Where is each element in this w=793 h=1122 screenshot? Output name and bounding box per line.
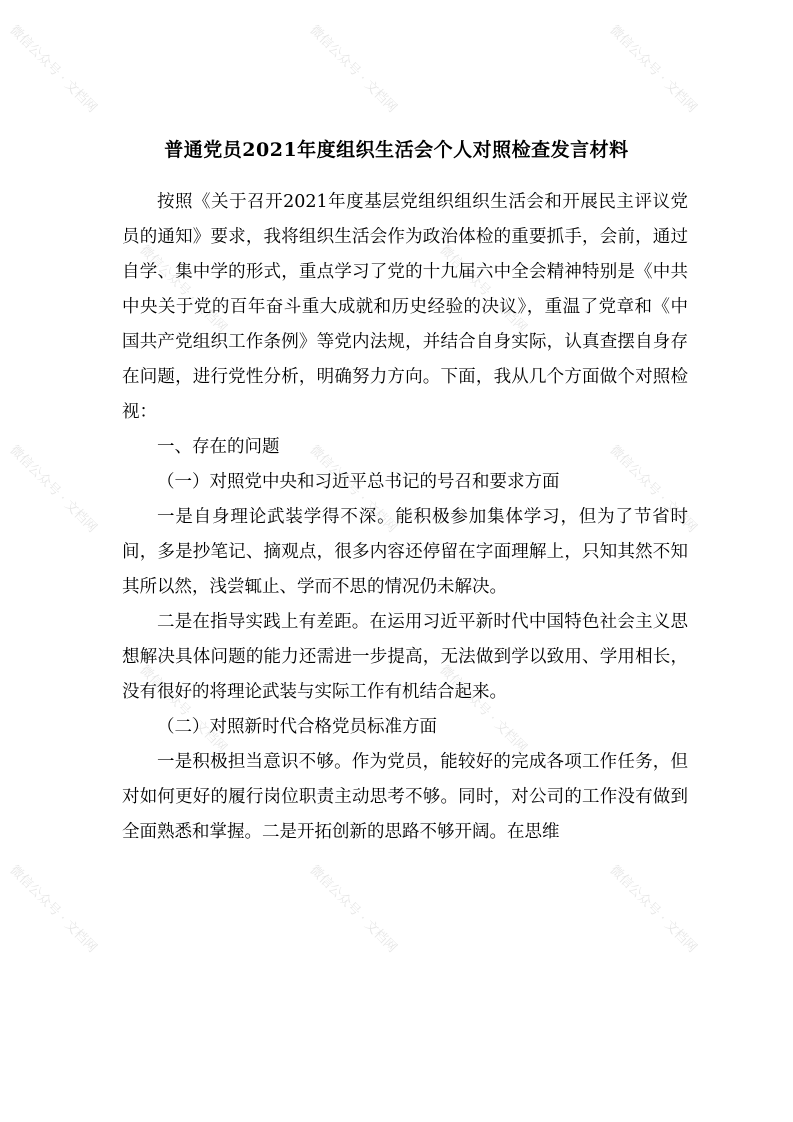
document-title: 普通党员2021年度组织生活会个人对照检查发言材料: [164, 139, 629, 161]
watermark-text: 微信公众号 · 文档网: [606, 22, 700, 116]
watermark-text: 微信公众号 · 文档网: [436, 242, 530, 336]
body-paragraph: 二是在指导实践上有差距。在运用习近平新时代中国特色社会主义思想解决具体问题的能力还需进一步提高，无法做到学以致用、学用相长，没有很好的将理论武装与实际工作有机结合起来。: [122, 612, 688, 702]
watermark-text: 微信公众号 · 文档网: [306, 862, 400, 956]
watermark-text: 微信公众号 · 文档网: [6, 22, 100, 116]
section-heading: 一、存在的问题: [157, 437, 280, 457]
watermark-text: 微信公众号 · 文档网: [6, 442, 100, 536]
watermark-text: 微信公众号 · 文档网: [6, 862, 100, 956]
watermark-text: 微信公众号 · 文档网: [606, 442, 700, 536]
watermark-text: 微信公众号 · 文档网: [606, 862, 700, 956]
subsection-heading: （一）对照党中央和习近平总书记的号召和要求方面: [157, 472, 560, 492]
body-paragraph: 一是自身理论武装学得不深。能积极参加集体学习，但为了节省时间，多是抄笔记、摘观点，很多内容还停留在字面理解上，只知其然不知其所以然，浅尝辄止、学而不思的情况仍未解决。: [122, 507, 688, 597]
watermark-text: 微信公众号 · 文档网: [306, 442, 400, 536]
document-body: [122, 185, 688, 850]
watermark-text: 微信公众号 · 文档网: [306, 22, 400, 116]
subsection-heading: （二）对照新时代合格党员标准方面: [157, 717, 437, 737]
watermark-text: 微信公众号 · 文档网: [136, 242, 230, 336]
watermark-text: 微信公众号 · 文档网: [436, 662, 530, 756]
body-paragraph: 一是积极担当意识不够。作为党员，能较好的完成各项工作任务，但对如何更好的履行岗位职责主动思考不够。同时，对公司的工作没有做到全面熟悉和掌握。二是开拓创新的思路不够开阔。在思维: [122, 752, 688, 842]
watermark-text: 微信公众号 · 文档网: [136, 662, 230, 756]
intro-paragraph: 按照《关于召开2021年度基层党组织组织生活会和开展民主评议党员的通知》要求，我将组织生活会作为政治体检的重要抓手，会前，通过自学、集中学的形式，重点学习了党的十九届六中全会精神特别是《中共中央关于党的百年奋斗重大成就和历史经验的决议》，重温了党章和《中国共产党组织工作条例》等党内法规，并结合自身实际，认真查摆自身存在问题，进行党性分析，明确努力方向。下面，我从几个方面做个对照检视：: [122, 192, 688, 422]
